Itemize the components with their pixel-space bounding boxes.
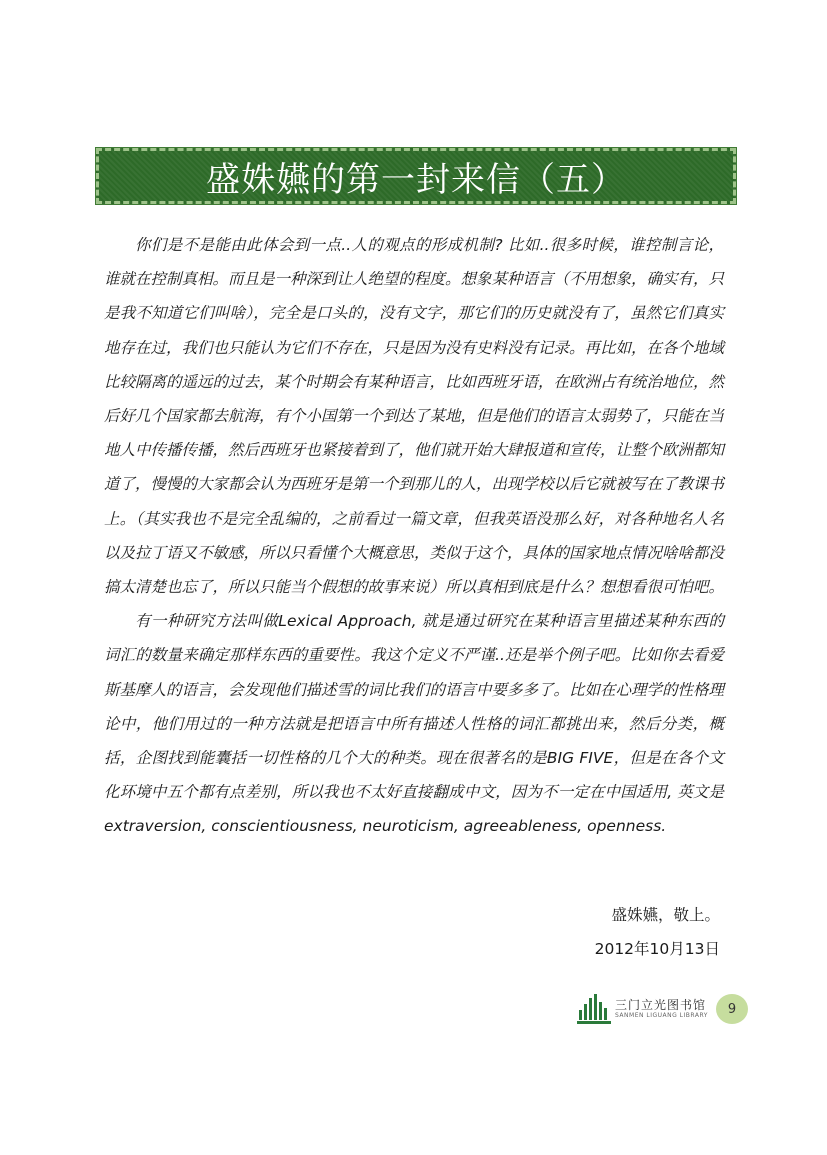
- signature-name: 盛姝嬿，敬上。: [611, 906, 720, 924]
- library-name-cn: 三门立光图书馆: [615, 998, 707, 1012]
- paragraph-2: 有一种研究方法叫做Lexical Approach, 就是通过研究在某种语言里描述某种东西的词汇的数量来确定那样东西的重要性。我这个定义不严谨..还是举个例子吧。比如你去看爱斯基摩人的语言，会发现他们描述雪的词比我们的语言中要多多了。比如在心理学的性格理论中，他们用过的一种方法就是把语言中所有描述人性格的词汇都挑出来，然后分类，概括，企图找到能囊括一切性格的几个大的种类。现在很著名的是BIG FIVE，但是在各个文化环境中五个都有点差别，所以我也不太好直接翻成中文，因为不一定在中国适用, 英文是extraversion, conscientiousness, neuroticism, agreeableness, openness.: [104, 612, 725, 836]
- library-name-en: SANMEN LIGUANG LIBRARY: [615, 1012, 708, 1019]
- page-number: 9: [727, 1001, 737, 1017]
- page-title: 盛姝嬿的第一封来信（五）: [206, 159, 626, 200]
- title-banner: [96, 148, 736, 204]
- library-logo: [577, 994, 708, 1024]
- paragraph-1: 你们是不是能由此体会到一点..人的观点的形成机制? 比如..很多时候，谁控制言论，谁就在控制真相。而且是一种深到让人绝望的程度。想象某种语言（不用想象，确实有，只是我不知道它们叫啥），完全是口头的，没有文字，那它们的历史就没有了，虽然它们真实地存在过，我们也只能认为它们不存在，只是因为没有史料没有记录。再比如，在各个地域比较隔离的遥远的过去，某个时期会有某种语言，比如西班牙语，在欧洲占有统治地位，然后好几个国家都去航海，有个小国第一个到达了某地，但是他们的语言太弱势了，只能在当地人中传播传播，然后西班牙也紧接着到了，他们就开始大肆报道和宣传，让整个欧洲都知道了，慢慢的大家都会认为西班牙是第一个到那儿的人，出现学校以后它就被写在了教课书上。（其实我也不是完全乱编的，之前看过一篇文章，但我英语没那么好，对各种地名人名以及拉丁语又不敏感，所以只看懂个大概意思，类似于这个，具体的国家地点情况啥啥都没搞太清楚也忘了，所以只能当个假想的故事来说）所以真相到底是什么？想想看很可怕吧。: [104, 236, 725, 597]
- signature-date: 2012年10月13日: [594, 940, 720, 958]
- building-bars-icon: [577, 994, 611, 1024]
- letter-body: [104, 228, 724, 844]
- page-number-badge: [716, 994, 748, 1024]
- signature-block: [595, 898, 720, 966]
